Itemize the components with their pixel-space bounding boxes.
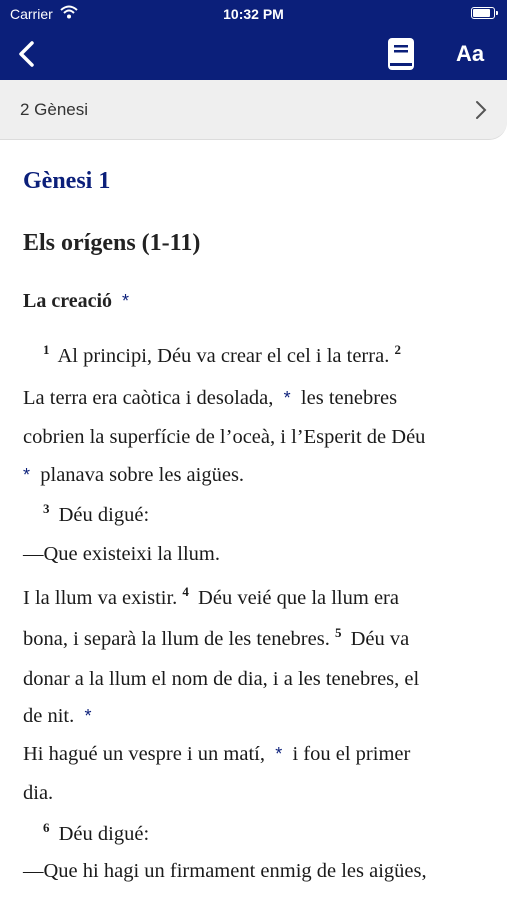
text-line	[23, 387, 397, 410]
verse-number: 3	[43, 501, 50, 516]
carrier-label: Carrier	[10, 6, 53, 22]
subsection-title	[23, 290, 129, 313]
section-title: Els orígens (1-11)	[23, 230, 201, 256]
footnote-marker[interactable]: *	[283, 388, 291, 408]
verse-text: Al principi, Déu va crear el cel i la terra.	[57, 345, 390, 367]
text-line	[23, 625, 410, 651]
verse-text: Déu veié que la llum era	[198, 587, 399, 609]
text-line	[23, 705, 92, 728]
text-line	[23, 860, 427, 883]
verse-number: 6	[43, 820, 50, 835]
verse-text: planava sobre les aigües.	[40, 464, 245, 486]
footnote-marker[interactable]: *	[84, 706, 92, 726]
text-line	[23, 584, 399, 610]
verse-number: 1	[43, 342, 50, 357]
chapter-nav-bar[interactable]	[0, 80, 507, 140]
text-line	[43, 342, 405, 368]
verse-text: bona, i separà la llum de les tenebres.	[23, 628, 330, 650]
footnote-marker[interactable]: *	[122, 291, 130, 311]
text-line	[23, 668, 419, 691]
text-line	[43, 501, 150, 527]
verse-text: —Que hi hagi un firmament enmig de les aigües,	[23, 860, 427, 882]
next-chapter-label: 2 Gènesi	[20, 100, 89, 119]
back-button[interactable]	[10, 36, 42, 72]
verse-text: les tenebres	[300, 387, 398, 409]
text-line	[23, 543, 220, 566]
text-line	[23, 782, 53, 805]
chevron-right-icon[interactable]	[475, 100, 487, 125]
verse-number: 5	[334, 625, 342, 640]
verse-text: cobrien la superfície de l’oceà, i l’Esperit de Déu	[23, 426, 426, 448]
clock: 10:32 PM	[223, 6, 284, 22]
verse-text: Déu va	[350, 628, 410, 650]
verse-text: de nit.	[23, 705, 75, 727]
text-line	[43, 820, 150, 846]
verse-text: Hi hagué un vespre i un matí,	[23, 743, 265, 765]
verse-text: I la llum va existir.	[23, 587, 178, 609]
verse-text: Déu digué:	[58, 504, 150, 526]
verse-number: 2	[394, 342, 401, 357]
navigation-bar	[0, 28, 507, 80]
verse-text: —Que existeixi la llum.	[23, 543, 220, 565]
book-title: Gènesi 1	[23, 168, 111, 194]
font-size-button[interactable]: Aa	[455, 41, 485, 66]
chevron-left-icon	[17, 40, 35, 68]
verse-text: Déu digué:	[58, 823, 150, 845]
text-line	[23, 464, 244, 487]
book-icon	[386, 37, 416, 71]
verse-number: 4	[182, 584, 189, 599]
text-line	[23, 743, 410, 766]
book-button[interactable]	[386, 37, 418, 71]
subsection-label: La creació	[23, 290, 113, 312]
verse-text: i fou el primer	[292, 743, 411, 765]
verse-text: La terra era caòtica i desolada,	[23, 387, 274, 409]
verse-text: donar a la llum el nom de dia, i a les tenebres, el	[23, 668, 420, 690]
footnote-marker[interactable]: *	[275, 744, 283, 764]
status-bar	[0, 0, 507, 28]
battery-icon	[471, 7, 495, 19]
text-line	[23, 426, 425, 449]
verse-text: dia.	[23, 782, 54, 804]
footnote-marker[interactable]: *	[23, 465, 31, 485]
